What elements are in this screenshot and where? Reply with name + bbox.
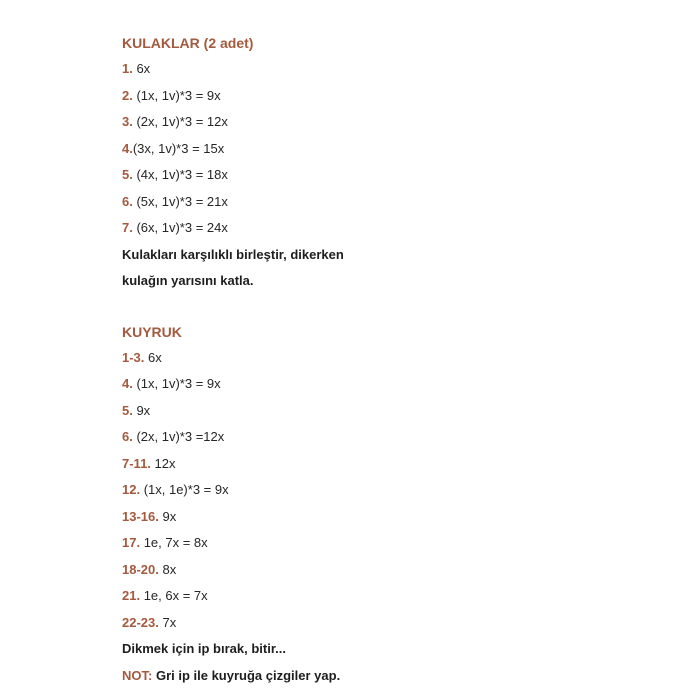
tail-row-9 bbox=[122, 557, 682, 584]
ears-row-5 bbox=[122, 162, 682, 189]
row-instruction: 9x bbox=[132, 402, 151, 418]
row-instruction: 8x bbox=[158, 561, 177, 577]
ears-row-2 bbox=[122, 83, 682, 110]
ears-row-6 bbox=[122, 189, 682, 216]
row-number: 7. bbox=[122, 220, 133, 235]
row-instruction: (2x, 1v)*3 =12x bbox=[132, 429, 225, 444]
ears-row-4 bbox=[122, 136, 682, 163]
row-number: 21. bbox=[122, 588, 141, 603]
tail-row-3 bbox=[122, 398, 682, 425]
row-number: 7-11. bbox=[122, 455, 151, 471]
row-instruction: 1e, 6x = 7x bbox=[140, 588, 208, 603]
row-instruction: 1e, 7x = 8x bbox=[140, 535, 208, 550]
row-instruction: 9x bbox=[158, 508, 177, 524]
row-number: 5. bbox=[122, 167, 133, 182]
tail-note-line bbox=[122, 663, 682, 690]
pattern-page bbox=[122, 30, 682, 689]
section-spacer bbox=[122, 295, 682, 319]
row-number: 3. bbox=[122, 114, 133, 129]
row-number: 6. bbox=[122, 429, 133, 444]
row-number: 17. bbox=[122, 535, 141, 550]
tail-row-11 bbox=[122, 610, 682, 637]
row-instruction: (1x, 1e)*3 = 9x bbox=[140, 482, 229, 497]
ears-note-line-2: kulağın yarısını katla. bbox=[122, 273, 254, 288]
row-number: 2. bbox=[122, 87, 133, 103]
row-number: 18-20. bbox=[122, 561, 159, 577]
row-number: 22-23. bbox=[122, 614, 159, 630]
ears-row-3 bbox=[122, 109, 682, 136]
row-number: 12. bbox=[122, 482, 141, 497]
row-number: 6. bbox=[122, 193, 133, 209]
row-instruction: 6x bbox=[132, 61, 151, 76]
row-instruction: (5x, 1v)*3 = 21x bbox=[132, 193, 228, 209]
row-number: 1-3. bbox=[122, 349, 145, 365]
row-instruction: (3x, 1v)*3 = 15x bbox=[132, 140, 225, 156]
tail-row-8 bbox=[122, 530, 682, 557]
tail-row-5 bbox=[122, 451, 682, 478]
row-instruction: (1x, 1v)*3 = 9x bbox=[132, 87, 221, 103]
tail-row-1 bbox=[122, 345, 682, 372]
row-instruction: (2x, 1v)*3 = 12x bbox=[132, 114, 228, 129]
ears-heading: KULAKLAR (2 adet) bbox=[122, 35, 254, 51]
ears-note-line-1: Kulakları karşılıklı birleştir, dikerken bbox=[122, 246, 344, 262]
row-instruction: 7x bbox=[158, 614, 177, 630]
row-instruction: (4x, 1v)*3 = 18x bbox=[132, 167, 228, 182]
tail-finish-line: Dikmek için ip bırak, bitir... bbox=[122, 641, 286, 656]
tail-row-6 bbox=[122, 477, 682, 504]
tail-row-7 bbox=[122, 504, 682, 531]
tail-row-2 bbox=[122, 371, 682, 398]
row-instruction: 6x bbox=[144, 349, 162, 365]
row-number: 4. bbox=[122, 376, 133, 391]
note-label: NOT: bbox=[122, 667, 153, 683]
row-number: 4. bbox=[122, 140, 133, 156]
row-number: 1. bbox=[122, 61, 133, 76]
row-instruction: (6x, 1v)*3 = 24x bbox=[132, 220, 228, 235]
row-number: 5. bbox=[122, 402, 133, 418]
ears-row-7 bbox=[122, 215, 682, 242]
note-text: Gri ip ile kuyruğa çizgiler yap. bbox=[152, 667, 341, 683]
tail-row-4 bbox=[122, 424, 682, 451]
tail-row-10 bbox=[122, 583, 682, 610]
row-number: 13-16. bbox=[122, 508, 159, 524]
tail-heading: KUYRUK bbox=[122, 323, 182, 340]
row-instruction: 12x bbox=[150, 455, 176, 471]
ears-row-1 bbox=[122, 56, 682, 83]
row-instruction: (1x, 1v)*3 = 9x bbox=[132, 376, 221, 391]
